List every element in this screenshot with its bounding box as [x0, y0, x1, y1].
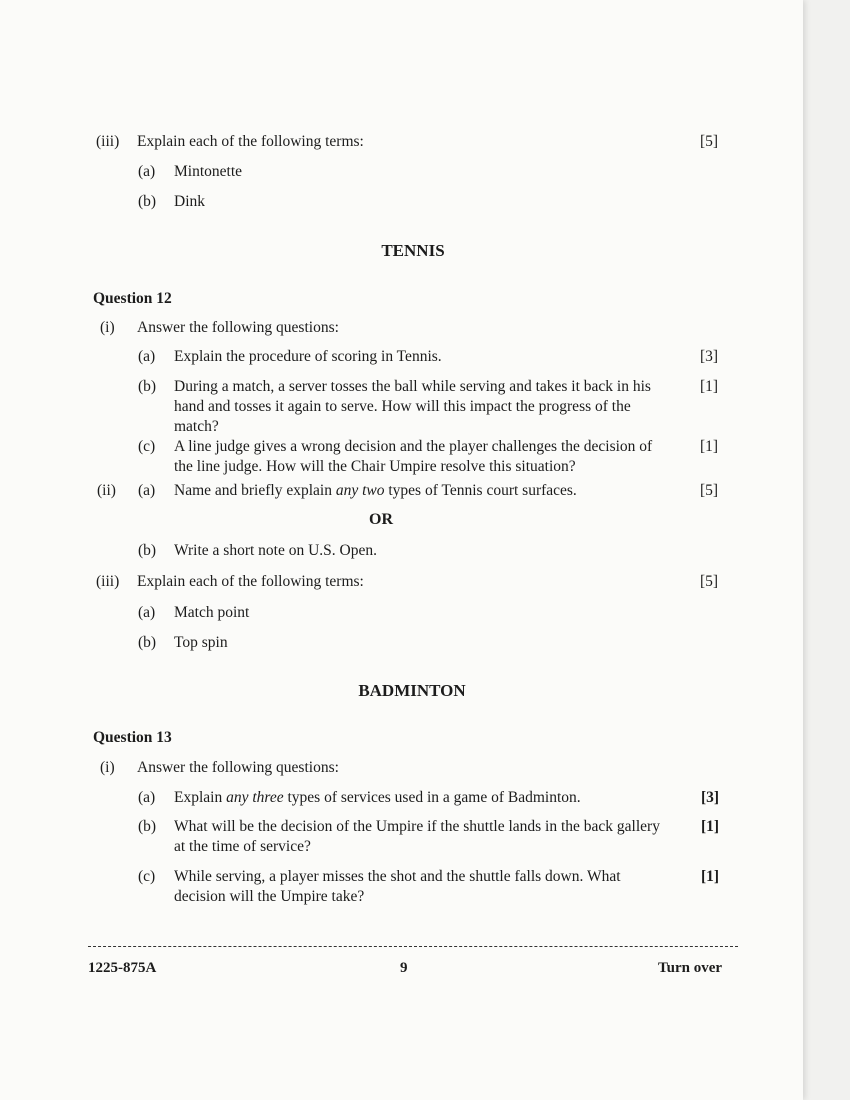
item-text: Mintonette	[174, 163, 243, 180]
item-text: During a match, a server tosses the ball while serving and takes it back in his hand and tosses it again to serve. How will this impact the progress of the match?	[174, 378, 651, 435]
item-label: (a)	[138, 482, 156, 499]
section-heading-badminton: BADMINTON	[358, 681, 466, 700]
item-marks: [3]	[700, 348, 719, 365]
item-label: (b)	[138, 378, 157, 395]
item-text: Top spin	[174, 634, 228, 651]
paper-code: 1225-875A	[88, 960, 157, 976]
item-marks: [3]	[701, 789, 720, 806]
item-label: (a)	[138, 348, 156, 365]
part-iii-marks: [5]	[700, 133, 719, 150]
footer-divider	[88, 946, 738, 947]
turn-over-label: Turn over	[658, 960, 723, 976]
question-12-title: Question 12	[93, 290, 172, 307]
item-marks: [1]	[701, 818, 720, 835]
item-text: A line judge gives a wrong decision and the player challenges the decision of the line judge. How will the Chair Umpire resolve this situation?	[174, 438, 653, 475]
item-label: (b)	[138, 634, 157, 651]
item-label: (b)	[138, 193, 157, 210]
item-text: While serving, a player misses the shot and the shuttle falls down. What decision will the Umpire take?	[174, 868, 621, 905]
item-label: (a)	[138, 163, 156, 180]
part-text: Explain each of the following terms:	[137, 573, 364, 590]
item-text: Explain the procedure of scoring in Tennis.	[174, 348, 442, 365]
part-number: (iii)	[96, 573, 120, 590]
page-number: 9	[400, 960, 408, 976]
item-marks: [5]	[700, 573, 719, 590]
item-label: (c)	[138, 438, 156, 455]
item-marks: [1]	[700, 438, 719, 455]
item-marks: [1]	[700, 378, 719, 395]
item-marks: [1]	[701, 868, 720, 885]
item-marks: [5]	[700, 482, 719, 499]
question-13-title: Question 13	[93, 729, 172, 746]
part-text: Answer the following questions:	[137, 319, 339, 336]
part-number: (ii)	[97, 482, 116, 499]
item-text: Write a short note on U.S. Open.	[174, 542, 377, 559]
item-text: Match point	[174, 604, 250, 621]
item-text: Name and briefly explain any two types of Tennis court surfaces.	[174, 482, 577, 499]
item-label: (c)	[138, 868, 156, 885]
item-text: Dink	[174, 193, 205, 210]
item-text: What will be the decision of the Umpire if the shuttle lands in the back gallery at the time of service?	[174, 818, 660, 855]
section-heading-tennis: TENNIS	[381, 241, 445, 260]
part-number: (i)	[100, 319, 115, 336]
or-separator: OR	[369, 511, 393, 528]
item-label: (b)	[138, 542, 157, 559]
part-iii-text: Explain each of the following terms:	[137, 133, 364, 150]
part-text: Answer the following questions:	[137, 759, 339, 776]
item-label: (b)	[138, 818, 157, 835]
item-label: (a)	[138, 604, 156, 621]
item-label: (a)	[138, 789, 156, 806]
part-iii-number: (iii)	[96, 133, 120, 150]
item-text: Explain any three types of services used in a game of Badminton.	[174, 789, 581, 806]
part-number: (i)	[100, 759, 115, 776]
